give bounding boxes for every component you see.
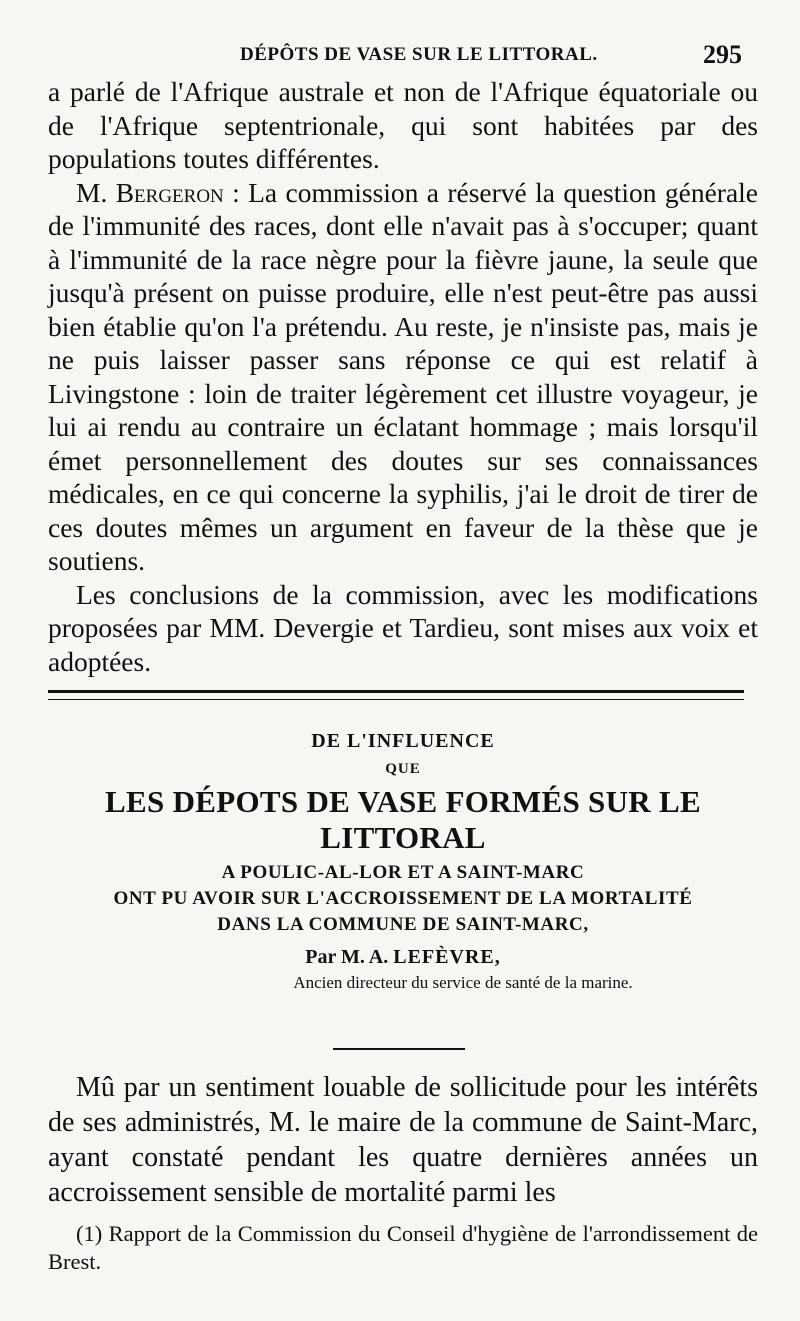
- short-divider: [333, 1048, 465, 1050]
- discussion-text: [48, 75, 758, 678]
- article-que: QUE: [385, 761, 421, 777]
- author-affiliation: Ancien directeur du service de santé de la marine.: [293, 973, 633, 992]
- section-divider: [48, 690, 744, 700]
- article-heading: [48, 730, 758, 993]
- running-title: DÉPÔTS DE VASE SUR LE LITTORAL.: [240, 44, 598, 65]
- speaker-remarks: : La commission a réservé la question générale de l'immunité des races, dont elle n'avait pas à s'occuper; quant à l'immunité de la race nègre pour la fièvre jaune, la seule que jusqu'à présent on puisse produire, elle n'est peut-être pas aussi bien établie qu'on l'a prétendu. Au reste, je n'insiste pas, mais je ne puis laisser passer sans réponse ce qui est relatif à Livingstone : loin de traiter légèrement cet illustre voyageur, je lui ai rendu au contraire un éclatant hommage ; mais lorsqu'il émet personnellement des doutes sur ses connaissances médicales, en ce qui concerne la syphilis, j'ai le droit de tirer de ces doutes mêmes un argument en faveur de la thèse que je soutiens.: [48, 176, 759, 576]
- page-number: 295: [703, 40, 742, 69]
- article-byline: [48, 946, 758, 969]
- running-head: [50, 40, 742, 70]
- article-opening-paragraph: Mû par un sentiment louable de sollicitude pour les intérêts de ses administrés, M. le maire de la commune de Saint-Marc, ayant constaté pendant les quatre dernières années un accroissement sensible de mortalité parmi les: [48, 1072, 758, 1208]
- author-name: LEFÈVRE,: [393, 946, 501, 968]
- article-subtitle-1: A POULIC-AL-LOR ET A SAINT-MARC: [221, 862, 585, 883]
- article-title: LES DÉPOTS DE VASE FORMÉS SUR LE LITTORAL: [105, 784, 701, 855]
- speaker-name: M. Bergeron: [76, 176, 224, 208]
- article-kicker: DE L'INFLUENCE: [311, 730, 495, 752]
- paragraph-bergeron: [48, 176, 758, 578]
- article-subtitle-3: DANS LA COMMUNE DE SAINT-MARC,: [217, 914, 589, 935]
- paragraph-conclusions: Les conclusions de la commission, avec les modifications proposées par MM. Devergie et Tardieu, sont mises aux voix et adoptées.: [48, 578, 758, 677]
- footnote-text: (1) Rapport de la Commission du Conseil d'hygiène de l'arrondissement de Brest.: [48, 1221, 758, 1274]
- article-subtitle-2: ONT PU AVOIR SUR L'ACCROISSEMENT DE LA MORTALITÉ: [113, 888, 693, 909]
- article-text: [48, 1070, 758, 1210]
- byline-prefix: Par M. A.: [305, 946, 394, 968]
- footnote: [48, 1220, 758, 1276]
- paragraph-continuation: a parlé de l'Afrique australe et non de l'Afrique équatoriale ou de l'Afrique septentrionale, qui sont habitées par des populations toutes différentes.: [48, 76, 758, 174]
